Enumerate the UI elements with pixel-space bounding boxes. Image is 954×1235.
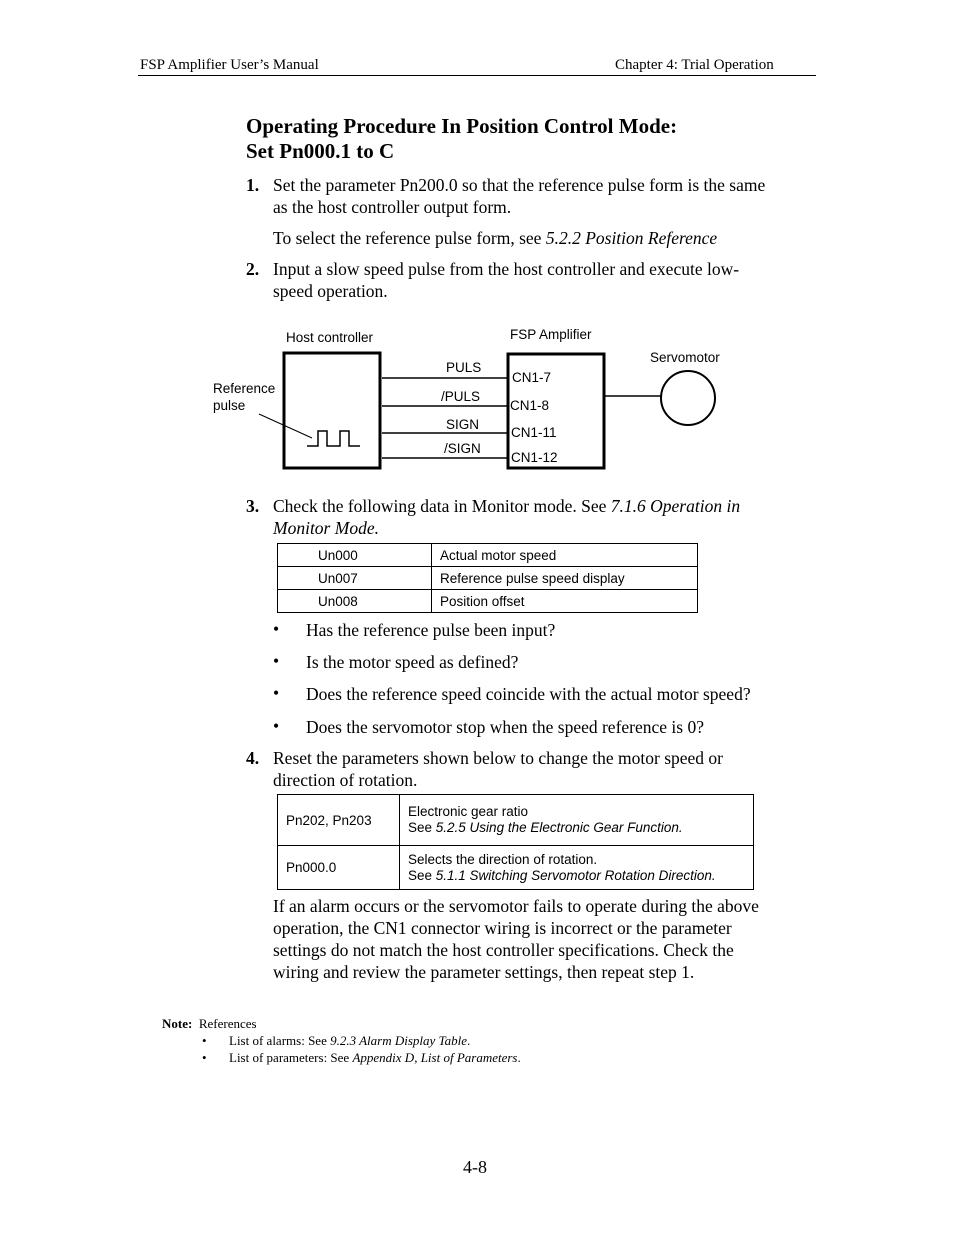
table-cell: Reference pulse speed display bbox=[432, 567, 698, 590]
parameter-table bbox=[277, 794, 754, 890]
step1-ref-prefix: To select the reference pulse form, see bbox=[273, 228, 546, 248]
pin-cn1-8: CN1-8 bbox=[510, 398, 550, 413]
table-cell bbox=[400, 846, 754, 890]
note-item-suffix: . bbox=[517, 1050, 521, 1065]
pin-cn1-12: CN1-12 bbox=[511, 450, 558, 465]
host-controller-label: Host controller bbox=[286, 330, 374, 345]
table-cell: Pn202, Pn203 bbox=[278, 795, 400, 846]
signal-sign: SIGN bbox=[446, 417, 480, 432]
table-cell: Un008 bbox=[278, 590, 432, 613]
step2-line1: Input a slow speed pulse from the host controller and execute low- bbox=[273, 259, 740, 279]
note-item-alarms bbox=[229, 1033, 470, 1049]
alarm-paragraph bbox=[273, 895, 759, 983]
step4 bbox=[246, 747, 259, 769]
step4-number: 4. bbox=[246, 748, 260, 768]
param-see-link: 5.1.1 Switching Servomotor Rotation Direction. bbox=[435, 867, 716, 883]
step4-line1: Reset the parameters shown below to change the motor speed or bbox=[273, 748, 724, 768]
note-item-link: Appendix D, List of Parameters bbox=[352, 1050, 518, 1065]
param-see: See bbox=[408, 867, 436, 883]
section-title-line1: Operating Procedure In Position Control Mode: bbox=[246, 114, 678, 138]
note-item-prefix: List of parameters: See bbox=[229, 1050, 353, 1065]
bullet-icon: • bbox=[273, 651, 280, 671]
table-row bbox=[278, 846, 754, 890]
table-row bbox=[278, 567, 698, 590]
step3 bbox=[246, 495, 259, 517]
reference-pulse-label-1: Reference bbox=[213, 381, 276, 396]
step3-ref-link-cont: Monitor Mode. bbox=[273, 518, 379, 538]
bullet-icon: • bbox=[273, 683, 280, 703]
list-item: Has the reference pulse been input? bbox=[306, 620, 556, 640]
step2-number: 2. bbox=[246, 259, 260, 279]
servomotor-label: Servomotor bbox=[650, 350, 720, 365]
note-title: References bbox=[198, 1016, 257, 1031]
param-see-link: 5.2.5 Using the Electronic Gear Function. bbox=[435, 820, 683, 835]
step3-line1: Check the following data in Monitor mode. See bbox=[273, 496, 611, 516]
note-label: Note: bbox=[162, 1016, 193, 1031]
step1-line2: as the host controller output form. bbox=[273, 197, 512, 217]
host-controller-box bbox=[284, 353, 380, 468]
step1-number: 1. bbox=[246, 175, 260, 195]
header-right: Chapter 4: Trial Operation bbox=[615, 57, 774, 73]
table-row bbox=[278, 795, 754, 846]
note-item-parameters bbox=[229, 1050, 521, 1066]
bullet-icon: • bbox=[202, 1050, 207, 1065]
section-title-line2: Set Pn000.1 to C bbox=[246, 139, 395, 163]
pulse-waveform-icon bbox=[307, 431, 360, 446]
reference-pulse-label-2: pulse bbox=[213, 398, 246, 413]
table-row bbox=[278, 590, 698, 613]
table-cell: Actual motor speed bbox=[432, 544, 698, 567]
table-cell: Position offset bbox=[432, 590, 698, 613]
list-item: Does the servomotor stop when the speed reference is 0? bbox=[306, 717, 704, 737]
page-number: 4-8 bbox=[463, 1157, 487, 1177]
step1-line1: Set the parameter Pn200.0 so that the reference pulse form is the same bbox=[273, 175, 766, 195]
table-cell: Un000 bbox=[278, 544, 432, 567]
table-cell: Un007 bbox=[278, 567, 432, 590]
signal-sign-inv: /SIGN bbox=[444, 441, 481, 456]
step4-line2: direction of rotation. bbox=[273, 770, 418, 790]
table-row bbox=[278, 544, 698, 567]
list-item: Does the reference speed coincide with the actual motor speed? bbox=[306, 684, 751, 704]
header-left: FSP Amplifier User’s Manual bbox=[140, 57, 319, 73]
signal-puls-inv: /PULS bbox=[441, 389, 481, 404]
bullet-icon: • bbox=[273, 716, 280, 736]
note-item-suffix: . bbox=[466, 1033, 471, 1048]
note bbox=[162, 1016, 257, 1032]
step2-line2: speed operation. bbox=[273, 281, 388, 301]
step1-ref-link: 5.2.2 Position Reference bbox=[545, 228, 718, 248]
bullet-icon: • bbox=[202, 1033, 207, 1048]
note-item-prefix: List of alarms: See bbox=[229, 1033, 331, 1048]
bullet-icon: • bbox=[273, 619, 280, 639]
note-item-link: 9.2.3 Alarm Display Table bbox=[330, 1033, 467, 1048]
pin-cn1-7: CN1-7 bbox=[512, 370, 552, 385]
step4-text bbox=[273, 747, 723, 791]
step3-number: 3. bbox=[246, 496, 260, 516]
step3-ref-link: 7.1.6 Operation in bbox=[610, 496, 741, 516]
monitor-table bbox=[277, 543, 698, 613]
param-desc: Selects the direction of rotation. bbox=[408, 851, 598, 867]
alarm-line: If an alarm occurs or the servomotor fails to operate during the above bbox=[273, 896, 759, 916]
pin-cn1-11: CN1-11 bbox=[511, 425, 557, 440]
alarm-line: wiring and review the parameter settings, then repeat step 1. bbox=[273, 962, 695, 982]
alarm-line: settings do not match the host controller specifications. Check the bbox=[273, 940, 734, 960]
alarm-line: operation, the CN1 connector wiring is incorrect or the parameter bbox=[273, 918, 732, 938]
signal-puls: PULS bbox=[446, 360, 482, 375]
table-cell: Pn000.0 bbox=[278, 846, 400, 890]
param-desc: Electronic gear ratio bbox=[408, 804, 529, 819]
table-cell bbox=[400, 795, 754, 846]
servomotor-icon bbox=[661, 371, 715, 425]
list-item: Is the motor speed as defined? bbox=[306, 652, 519, 672]
amplifier-label: FSP Amplifier bbox=[510, 327, 592, 342]
param-see: See bbox=[408, 820, 436, 835]
step3-text bbox=[273, 495, 740, 539]
